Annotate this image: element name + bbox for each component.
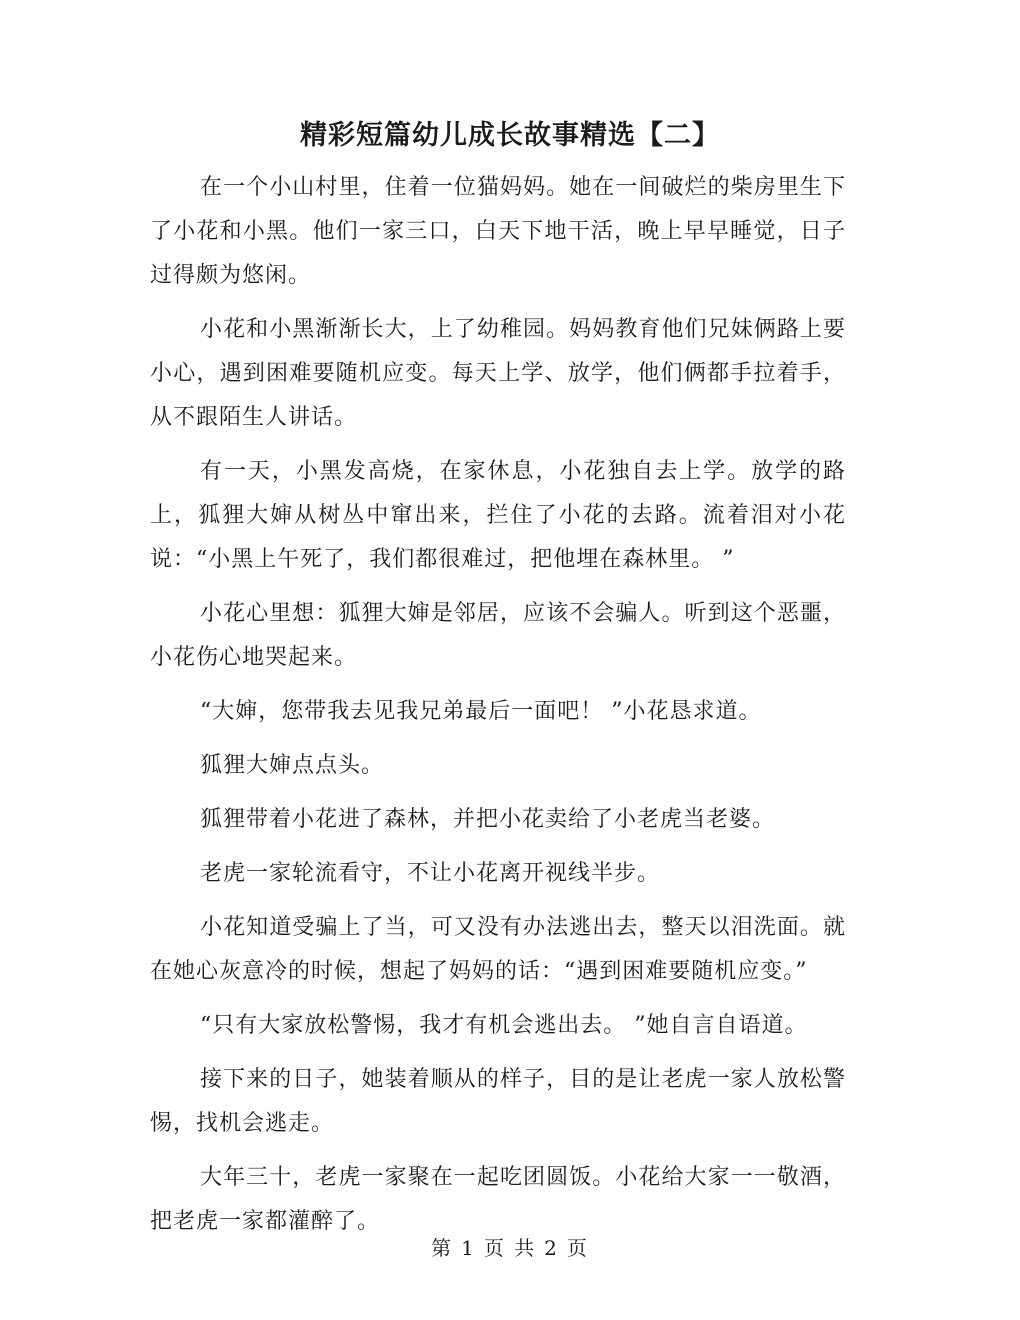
paragraph-11: 接下来的日子，她装着顺从的样子，目的是让老虎一家人放松警惕，找机会逃走。 (150, 1067, 846, 1136)
page-footer (0, 1228, 1020, 1268)
total-pages-number: 2 (544, 1236, 559, 1260)
paragraph-6: 狐狸大婶点点头。 (200, 753, 385, 778)
paragraph-3: 有一天，小黑发高烧，在家休息，小花独自去上学。放学的路上，狐狸大婶从树丛中窜出来，拦住了小花的去路。流着泪对小花说：“小黑上午死了，我们都很难过，把他埋在森林里。 ” (150, 459, 846, 572)
current-page-number: 1 (461, 1236, 476, 1260)
page-label-mid: 页 共 (483, 1236, 537, 1260)
document-body (150, 166, 846, 1254)
paragraph-1: 在一个小山村里，住着一位猫妈妈。她在一间破烂的柴房里生下了小花和小黑。他们一家三口，白天下地干活，晚上早早睡觉，日子过得颇为悠闲。 (150, 175, 846, 288)
paragraph-5: “大婶，您带我去见我兄弟最后一面吧！ ”小花恳求道。 (200, 699, 762, 724)
page-label-suffix: 页 (566, 1236, 589, 1260)
paragraph-4: 小花心里想：狐狸大婶是邻居，应该不会骗人。听到这个恶噩，小花伤心地哭起来。 (150, 601, 846, 670)
page-label-prefix: 第 (431, 1236, 454, 1260)
paragraph-8: 老虎一家轮流看守，不让小花离开视线半步。 (200, 861, 661, 886)
paragraph-2: 小花和小黑渐渐长大，上了幼稚园。妈妈教育他们兄妹俩路上要小心，遇到困难要随机应变。每天上学、放学，他们俩都手拉着手，从不跟陌生人讲话。 (150, 317, 846, 430)
paragraph-10: “只有大家放松警惕，我才有机会逃出去。 ”她自言自语道。 (200, 1013, 808, 1038)
page-title: 精彩短篇幼儿成长故事精选【二】 (300, 120, 720, 151)
paragraph-9: 小花知道受骗上了当，可又没有办法逃出去，整天以泪洗面。就在她心灰意冷的时候，想起了妈妈的话：“遇到困难要随机应变。” (150, 915, 846, 984)
paragraph-12: 大年三十，老虎一家聚在一起吃团圆饭。小花给大家一一敬酒，把老虎一家都灌醉了。 (150, 1165, 846, 1234)
paragraph-7: 狐狸带着小花进了森林，并把小花卖给了小老虎当老婆。 (200, 807, 776, 832)
